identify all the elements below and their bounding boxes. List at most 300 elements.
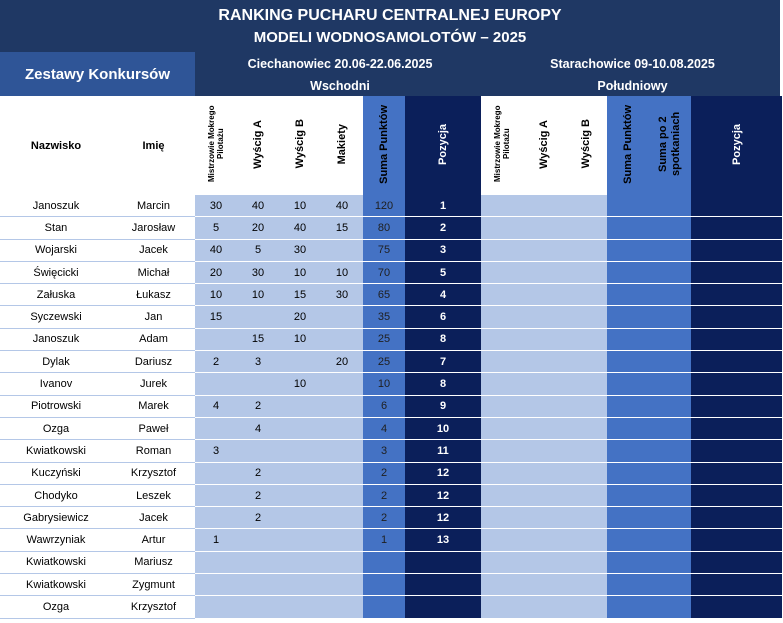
e2-sum-total-cell [649,395,691,417]
e1-mmp-cell [195,328,237,350]
table-row [0,484,782,506]
e2-wyscig-b-cell [565,306,607,328]
table-body [0,195,782,618]
e1-mmp-cell: 30 [195,195,237,217]
e2-sum-cell [607,351,649,373]
table-row [0,195,782,217]
e2-wyscig-a-cell [523,261,565,283]
e2-sum-cell [607,395,649,417]
e1-wyscig-a-cell: 2 [237,484,279,506]
e2-position-cell [691,373,782,395]
e2-mmp-cell [481,351,523,373]
surname-cell: Ozga [0,596,112,618]
e2-mmp-cell [481,417,523,439]
e1-position-cell: 12 [405,484,481,506]
e1-wyscig-a-cell: 10 [237,284,279,306]
e2-sum-cell [607,574,649,596]
e2-position-cell [691,395,782,417]
header-e2-sum: Suma Punktów [607,96,649,195]
e1-mmp-cell [195,596,237,618]
e1-sum-cell: 1 [363,529,405,551]
first-name-cell: Zygmunt [112,574,195,596]
e2-wyscig-a-cell [523,529,565,551]
event-2-location: Starachowice 09-10.08.2025 [550,57,715,71]
e2-mmp-cell [481,195,523,217]
e2-mmp-cell [481,284,523,306]
e2-position-cell [691,507,782,529]
surname-cell: Ozga [0,417,112,439]
surname-cell: Ivanov [0,373,112,395]
surname-cell: Piotrowski [0,395,112,417]
e1-position-cell [405,596,481,618]
e2-position-cell [691,462,782,484]
e1-makiety-cell [321,395,363,417]
e2-mmp-cell [481,551,523,573]
e1-mmp-cell: 5 [195,217,237,239]
e1-mmp-cell [195,551,237,573]
e2-wyscig-b-cell [565,395,607,417]
e1-sum-cell: 25 [363,351,405,373]
e1-position-cell: 13 [405,529,481,551]
first-name-cell: Adam [112,328,195,350]
e2-position-cell [691,440,782,462]
e1-mmp-cell: 4 [195,395,237,417]
table-row [0,239,782,261]
e2-sum-cell [607,306,649,328]
e2-mmp-cell [481,574,523,596]
section-label: Zestawy Konkursów [0,52,195,96]
e2-wyscig-b-cell [565,373,607,395]
surname-cell: Janoszuk [0,328,112,350]
surname-cell: Kuczyński [0,462,112,484]
first-name-cell: Michał [112,261,195,283]
first-name-cell: Jacek [112,239,195,261]
e2-wyscig-a-cell [523,306,565,328]
e2-position-cell [691,484,782,506]
title-line-1: RANKING PUCHARU CENTRALNEJ EUROPY [218,7,562,24]
e1-sum-cell: 10 [363,373,405,395]
e1-position-cell: 9 [405,395,481,417]
e1-position-cell: 12 [405,507,481,529]
e2-sum-cell [607,373,649,395]
e1-makiety-cell [321,484,363,506]
e1-wyscig-b-cell: 10 [279,195,321,217]
e2-sum-total-cell [649,507,691,529]
e1-wyscig-a-cell [237,306,279,328]
e1-position-cell [405,574,481,596]
e2-sum-cell [607,529,649,551]
e1-position-cell: 3 [405,239,481,261]
table-row [0,395,782,417]
e2-mmp-cell [481,484,523,506]
e2-wyscig-b-cell [565,551,607,573]
e2-sum-total-cell [649,462,691,484]
e2-wyscig-a-cell [523,395,565,417]
e2-sum-total-cell [649,417,691,439]
event-1-location: Ciechanowiec 20.06-22.06.2025 [247,57,433,71]
e1-makiety-cell [321,596,363,618]
e1-position-cell: 5 [405,261,481,283]
e1-wyscig-a-cell: 5 [237,239,279,261]
e2-sum-total-cell [649,484,691,506]
e1-wyscig-b-cell: 10 [279,328,321,350]
surname-cell: Wojarski [0,239,112,261]
e2-wyscig-b-cell [565,417,607,439]
e2-wyscig-a-cell [523,373,565,395]
e1-wyscig-a-cell [237,551,279,573]
e2-position-cell [691,284,782,306]
e1-makiety-cell [321,306,363,328]
e2-wyscig-a-cell [523,195,565,217]
e1-position-cell: 4 [405,284,481,306]
e1-wyscig-b-cell [279,462,321,484]
event-2-region: Południowy [597,79,668,93]
e2-wyscig-a-cell [523,484,565,506]
e2-sum-cell [607,596,649,618]
first-name-cell: Artur [112,529,195,551]
e2-wyscig-b-cell [565,507,607,529]
e1-wyscig-a-cell: 4 [237,417,279,439]
table-row [0,574,782,596]
e2-wyscig-a-cell [523,217,565,239]
e2-wyscig-b-cell [565,596,607,618]
e2-wyscig-a-cell [523,239,565,261]
e2-sum-total-cell [649,529,691,551]
table-header-row [0,96,782,195]
e2-wyscig-b-cell [565,239,607,261]
header-surname: Nazwisko [0,96,112,195]
e1-sum-cell: 65 [363,284,405,306]
e1-makiety-cell: 10 [321,261,363,283]
e1-mmp-cell: 2 [195,351,237,373]
e1-position-cell: 11 [405,440,481,462]
table-row [0,284,782,306]
table-row [0,351,782,373]
e1-mmp-cell: 1 [195,529,237,551]
e1-position-cell: 1 [405,195,481,217]
e2-position-cell [691,261,782,283]
e2-sum-total-cell [649,351,691,373]
e1-makiety-cell: 15 [321,217,363,239]
surname-cell: Dylak [0,351,112,373]
e1-sum-cell: 120 [363,195,405,217]
e2-position-cell [691,239,782,261]
header-e2-sum-total: Suma po 2 spotkaniach [649,96,691,195]
e2-wyscig-a-cell [523,351,565,373]
e2-position-cell [691,351,782,373]
e1-wyscig-a-cell: 15 [237,328,279,350]
e1-mmp-cell: 20 [195,261,237,283]
e2-mmp-cell [481,306,523,328]
e1-makiety-cell: 20 [321,351,363,373]
e1-position-cell: 2 [405,217,481,239]
e2-wyscig-a-cell [523,551,565,573]
first-name-cell: Krzysztof [112,462,195,484]
first-name-cell: Krzysztof [112,596,195,618]
e1-makiety-cell [321,373,363,395]
e2-wyscig-a-cell [523,417,565,439]
e2-mmp-cell [481,261,523,283]
e2-wyscig-a-cell [523,596,565,618]
first-name-cell: Paweł [112,417,195,439]
e2-wyscig-b-cell [565,529,607,551]
title-bar [0,0,780,52]
e2-sum-cell [607,328,649,350]
e1-sum-cell: 3 [363,440,405,462]
e1-wyscig-b-cell: 10 [279,373,321,395]
e2-sum-cell [607,462,649,484]
e2-sum-total-cell [649,217,691,239]
e2-mmp-cell [481,239,523,261]
e1-makiety-cell [321,551,363,573]
header-e1-sum: Suma Punktów [363,96,405,195]
e2-mmp-cell [481,596,523,618]
e2-position-cell [691,195,782,217]
e2-sum-cell [607,484,649,506]
e1-sum-cell: 6 [363,395,405,417]
e1-position-cell: 7 [405,351,481,373]
e1-wyscig-a-cell [237,529,279,551]
e2-sum-total-cell [649,328,691,350]
e1-mmp-cell [195,507,237,529]
header-e2-wyscig-b: Wyścig B [565,96,607,195]
table-row [0,507,782,529]
e1-mmp-cell: 40 [195,239,237,261]
header-e2-mmp: Mistrzowie Mokrego Pilotażu [481,96,523,195]
table-row [0,306,782,328]
surname-cell: Załuska [0,284,112,306]
e2-mmp-cell [481,373,523,395]
e1-mmp-cell [195,417,237,439]
header-e1-wyscig-a: Wyścig A [237,96,279,195]
e1-sum-cell: 4 [363,417,405,439]
e1-sum-cell [363,596,405,618]
surname-cell: Gabrysiewicz [0,507,112,529]
surname-cell: Wawrzyniak [0,529,112,551]
ranking-table [0,96,782,619]
table-row [0,373,782,395]
e2-sum-total-cell [649,239,691,261]
surname-cell: Święcicki [0,261,112,283]
e2-wyscig-a-cell [523,328,565,350]
e2-sum-total-cell [649,306,691,328]
events-header-bar [0,52,780,96]
e2-sum-total-cell [649,440,691,462]
e2-sum-cell [607,551,649,573]
e2-wyscig-b-cell [565,574,607,596]
e1-wyscig-b-cell: 20 [279,306,321,328]
e1-wyscig-b-cell [279,507,321,529]
e2-position-cell [691,306,782,328]
e1-sum-cell: 2 [363,507,405,529]
first-name-cell: Jacek [112,507,195,529]
table-row [0,417,782,439]
first-name-cell: Marek [112,395,195,417]
first-name-cell: Leszek [112,484,195,506]
e1-mmp-cell [195,484,237,506]
e1-wyscig-b-cell [279,529,321,551]
header-first-name: Imię [112,96,195,195]
e1-mmp-cell: 3 [195,440,237,462]
e1-wyscig-b-cell: 40 [279,217,321,239]
surname-cell: Kwiatkowski [0,440,112,462]
e2-sum-cell [607,417,649,439]
e2-position-cell [691,217,782,239]
e1-wyscig-b-cell [279,440,321,462]
e1-wyscig-b-cell: 10 [279,261,321,283]
e2-wyscig-a-cell [523,440,565,462]
e1-sum-cell [363,551,405,573]
e2-sum-cell [607,261,649,283]
e1-position-cell: 8 [405,373,481,395]
e2-wyscig-b-cell [565,351,607,373]
e2-wyscig-a-cell [523,462,565,484]
e1-makiety-cell [321,239,363,261]
surname-cell: Chodyko [0,484,112,506]
e2-position-cell [691,551,782,573]
e2-sum-total-cell [649,261,691,283]
e2-sum-cell [607,217,649,239]
e1-sum-cell [363,574,405,596]
first-name-cell: Jurek [112,373,195,395]
e2-wyscig-b-cell [565,261,607,283]
e2-mmp-cell [481,440,523,462]
e2-position-cell [691,529,782,551]
e2-mmp-cell [481,507,523,529]
table-row [0,596,782,618]
e2-mmp-cell [481,529,523,551]
e1-wyscig-a-cell: 2 [237,507,279,529]
header-e2-wyscig-a: Wyścig A [523,96,565,195]
e2-mmp-cell [481,328,523,350]
event-1-region: Wschodni [310,79,370,93]
e1-makiety-cell [321,462,363,484]
e1-mmp-cell: 15 [195,306,237,328]
e1-wyscig-b-cell [279,551,321,573]
e2-sum-cell [607,239,649,261]
header-e1-mmp: Mistrzowie Mokrego Pilotażu [195,96,237,195]
e1-mmp-cell: 10 [195,284,237,306]
header-e1-position: Pozycja [405,96,481,195]
surname-cell: Kwiatkowski [0,574,112,596]
e1-sum-cell: 35 [363,306,405,328]
e2-sum-total-cell [649,284,691,306]
e1-makiety-cell [321,529,363,551]
e2-wyscig-b-cell [565,328,607,350]
e1-makiety-cell [321,507,363,529]
e1-wyscig-a-cell: 40 [237,195,279,217]
e1-wyscig-a-cell: 30 [237,261,279,283]
header-e2-position: Pozycja [691,96,782,195]
e1-mmp-cell [195,574,237,596]
header-e1-makiety: Makiety [321,96,363,195]
surname-cell: Syczewski [0,306,112,328]
e1-wyscig-a-cell [237,574,279,596]
e1-sum-cell: 80 [363,217,405,239]
first-name-cell: Dariusz [112,351,195,373]
e2-sum-total-cell [649,596,691,618]
first-name-cell: Jarosław [112,217,195,239]
e1-wyscig-a-cell: 2 [237,462,279,484]
e2-mmp-cell [481,462,523,484]
e1-wyscig-a-cell: 3 [237,351,279,373]
surname-cell: Janoszuk [0,195,112,217]
e1-position-cell: 12 [405,462,481,484]
e1-sum-cell: 75 [363,239,405,261]
first-name-cell: Roman [112,440,195,462]
e2-sum-cell [607,195,649,217]
e1-wyscig-b-cell [279,395,321,417]
e1-wyscig-a-cell [237,596,279,618]
surname-cell: Kwiatkowski [0,551,112,573]
e1-makiety-cell [321,574,363,596]
e1-wyscig-a-cell [237,373,279,395]
e2-mmp-cell [481,395,523,417]
first-name-cell: Marcin [112,195,195,217]
e1-wyscig-b-cell: 15 [279,284,321,306]
e2-wyscig-b-cell [565,217,607,239]
e1-wyscig-a-cell [237,440,279,462]
e1-sum-cell: 25 [363,328,405,350]
e2-mmp-cell [481,217,523,239]
table-row [0,529,782,551]
e1-makiety-cell [321,440,363,462]
e2-wyscig-b-cell [565,284,607,306]
table-row [0,440,782,462]
e2-sum-total-cell [649,195,691,217]
e1-wyscig-b-cell [279,484,321,506]
title-line-2: MODELI WODNOSAMOLOTÓW – 2025 [253,29,527,46]
e1-sum-cell: 2 [363,462,405,484]
table-row [0,328,782,350]
e1-position-cell: 8 [405,328,481,350]
e1-position-cell: 6 [405,306,481,328]
e1-makiety-cell: 30 [321,284,363,306]
e1-makiety-cell: 40 [321,195,363,217]
table-row [0,261,782,283]
first-name-cell: Łukasz [112,284,195,306]
e1-position-cell [405,551,481,573]
e2-wyscig-b-cell [565,484,607,506]
e2-position-cell [691,596,782,618]
e2-sum-cell [607,284,649,306]
e1-wyscig-b-cell [279,351,321,373]
e1-sum-cell: 2 [363,484,405,506]
e2-wyscig-a-cell [523,574,565,596]
e2-position-cell [691,417,782,439]
e1-wyscig-a-cell: 2 [237,395,279,417]
surname-cell: Stan [0,217,112,239]
first-name-cell: Mariusz [112,551,195,573]
header-e1-wyscig-b: Wyścig B [279,96,321,195]
e2-sum-total-cell [649,373,691,395]
e2-position-cell [691,574,782,596]
e1-sum-cell: 70 [363,261,405,283]
e1-makiety-cell [321,328,363,350]
e1-wyscig-a-cell: 20 [237,217,279,239]
table-row [0,462,782,484]
e2-wyscig-b-cell [565,440,607,462]
e2-sum-cell [607,507,649,529]
e1-wyscig-b-cell [279,574,321,596]
e2-wyscig-b-cell [565,462,607,484]
e2-wyscig-a-cell [523,507,565,529]
e1-makiety-cell [321,417,363,439]
e2-position-cell [691,328,782,350]
e2-sum-total-cell [649,551,691,573]
table-row [0,217,782,239]
e1-mmp-cell [195,373,237,395]
